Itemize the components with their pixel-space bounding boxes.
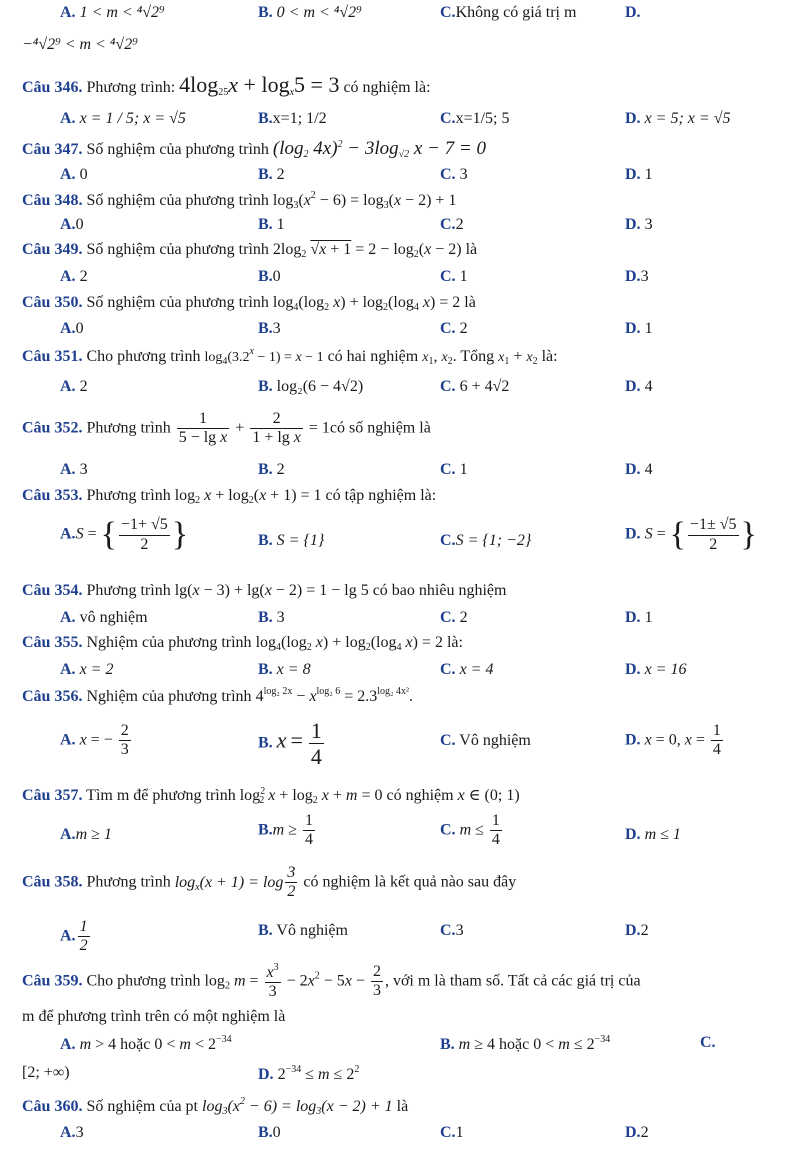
q356-stem: Câu 356. Nghiệm của phương trình $4^{log_2 2x} - x^{log_2 6} = 2.3^{log_2 4x^2}$.	[22, 686, 414, 705]
q345-option-d-label: D.	[625, 4, 641, 21]
q345-option-b: B. 0 < m < ⁴√2⁹	[258, 4, 362, 21]
q349-stem: Câu 349. Số nghiệm của phương trình $2\log_2$ $√x + 1 = 2 - \log_2(x - 2)$ là	[22, 241, 478, 260]
q355-stem: Câu 355. Nghiệm của phương trình $\log_4(\log_2$ $x) + \log_2(\log_4$ x) = 2 là:	[22, 634, 463, 653]
q357-stem: Câu 357. Tìm m để phương trình $\log^2_2 x + \log_2 x + m = 0$ có nghiệm x ∈ (0; 1)	[22, 786, 520, 806]
q345-option-a: A. 1 < m < ⁴√2⁹	[60, 4, 165, 21]
q347-stem: Câu 347. Số nghiệm của phương trình ($\log_2$ $4x)^2 - 3\log_{√2}$ x − 7 = 0	[22, 138, 486, 160]
q346-stem: Câu 346. Phương trình: $4\log_{25}x + \log_x5 = 3$ có nghiệm là:	[22, 72, 431, 98]
q351-stem: Câu 351. Cho phương trình $\log_4(3.2^x - 1) = x - 1$ có hai nghiệm $x_1$, $x_2$. Tổng $x_1 + x_2$ là:	[22, 346, 558, 367]
q360-stem: Câu 360. Số nghiệm của pt $\log_3(x^2 - 6) = \log_3(x - 2) + 1$ là	[22, 1096, 409, 1117]
q350-stem: Câu 350. Số nghiệm của phương trình $\log_4(\log_2$ $x) + \log_2(\log_4$ x) = 2 là	[22, 294, 476, 313]
q354-stem: Câu 354. Phương trình lg(x − 3) + lg(x − 2) = 1 − lg 5 có bao nhiêu nghiệm	[22, 582, 507, 599]
q352-stem: Câu 352. Phương trình $\frac{1}{\text{5 − lg x}}$ + $\frac{2}{\text{1 + lg x}}$ = 1có số nghiệm là	[22, 410, 431, 447]
q345-option-c: C.Không có giá trị m	[440, 4, 577, 21]
q359-stem: Câu 359. Cho phương trình $\log_2 m$ = $\frac{x^3}{3}$ − $2x^2 - 5x$ − $\frac{2}{3}$ , với m là tham số. Tất cả các giá trị của	[22, 962, 641, 1001]
q358-stem: Câu 358. Phương trình $\log_x(x + 1) = \log$ $\frac{3}{2}$ có nghiệm là kết quả nào sau đây	[22, 864, 517, 901]
q348-stem: Câu 348. Số nghiệm của phương trình $\log_3(x^2 - 6) = \log_3(x - 2) + 1$	[22, 190, 457, 211]
q353-stem: Câu 353. Phương trình $\log_2 x + \log_2(x + 1) = 1$ có tập nghiệm là:	[22, 487, 437, 506]
